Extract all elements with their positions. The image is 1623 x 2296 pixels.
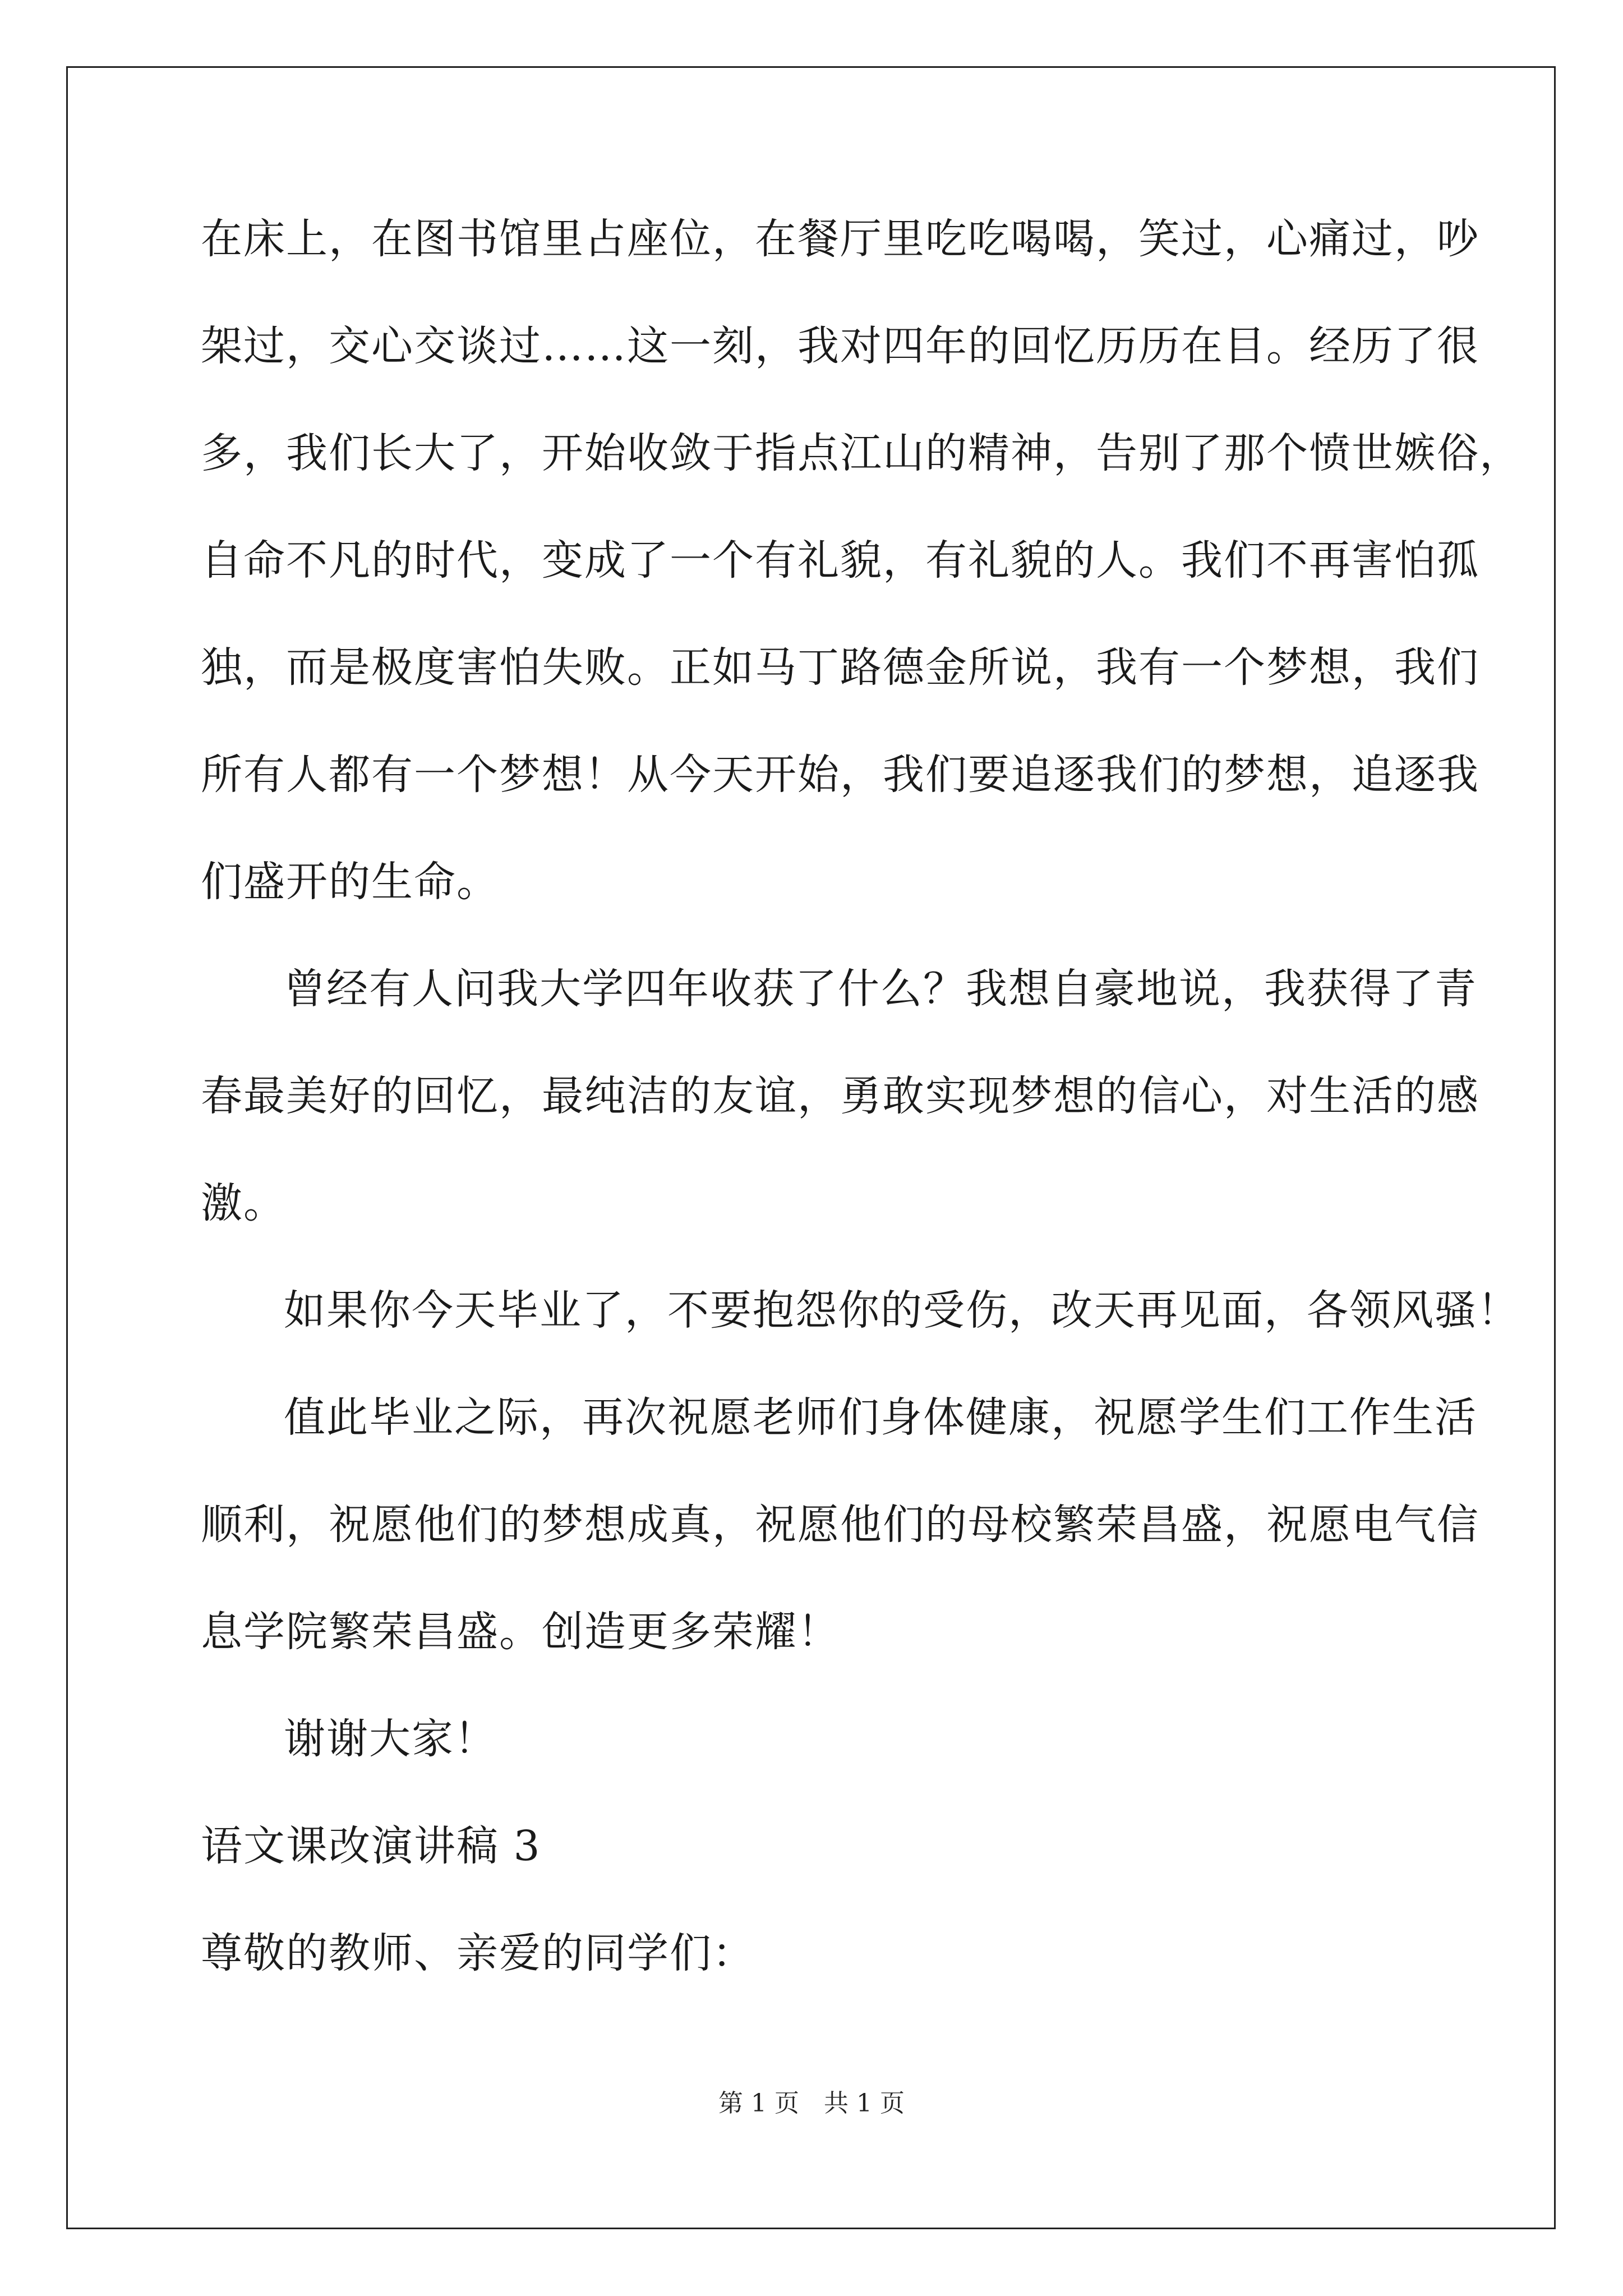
paragraph-line: 曾经有人问我大学四年收获了什么？我想自豪地说，我获得了青	[284, 965, 1477, 1013]
section-heading: 语文课改演讲稿 3	[201, 1822, 541, 1870]
salutation-line: 尊敬的教师、亲爱的同学们：	[201, 1929, 755, 1977]
paragraph-line: 架过，交心交谈过……这一刻，我对四年的回忆历历在目。经历了很	[201, 322, 1479, 370]
paragraph-line: 们盛开的生命。	[201, 858, 499, 906]
paragraph-line: 激。	[201, 1179, 286, 1227]
paragraph-line: 息学院繁荣昌盛。创造更多荣耀！	[201, 1608, 840, 1656]
paragraph-line: 顺利，祝愿他们的梦想成真，祝愿他们的母校繁荣昌盛，祝愿电气信	[201, 1501, 1479, 1549]
page-number-footer: 第 1 页 共 1 页	[718, 2089, 905, 2118]
paragraph-line: 谢谢大家！	[284, 1715, 497, 1763]
paragraph-line: 自命不凡的时代，变成了一个有礼貌，有礼貌的人。我们不再害怕孤	[201, 536, 1479, 585]
document-body	[201, 212, 1522, 2033]
paragraph-line: 所有人都有一个梦想！从今天开始，我们要追逐我们的梦想，追逐我	[201, 751, 1479, 799]
paragraph-line: 春最美好的回忆，最纯洁的友谊，勇敢实现梦想的信心，对生活的感	[201, 1072, 1479, 1120]
paragraph-line: 独，而是极度害怕失败。正如马丁路德金所说，我有一个梦想，我们	[201, 643, 1479, 692]
paragraph-line: 多，我们长大了，开始收敛于指点江山的精神，告别了那个愤世嫉俗，	[201, 429, 1522, 477]
paragraph-line: 值此毕业之际，再次祝愿老师们身体健康，祝愿学生们工作生活	[284, 1393, 1477, 1442]
paragraph-line: 在床上，在图书馆里占座位，在餐厅里吃吃喝喝，笑过，心痛过，吵	[201, 215, 1479, 263]
paragraph-line: 如果你今天毕业了，不要抱怨你的受伤，改天再见面，各领风骚！	[284, 1286, 1520, 1335]
